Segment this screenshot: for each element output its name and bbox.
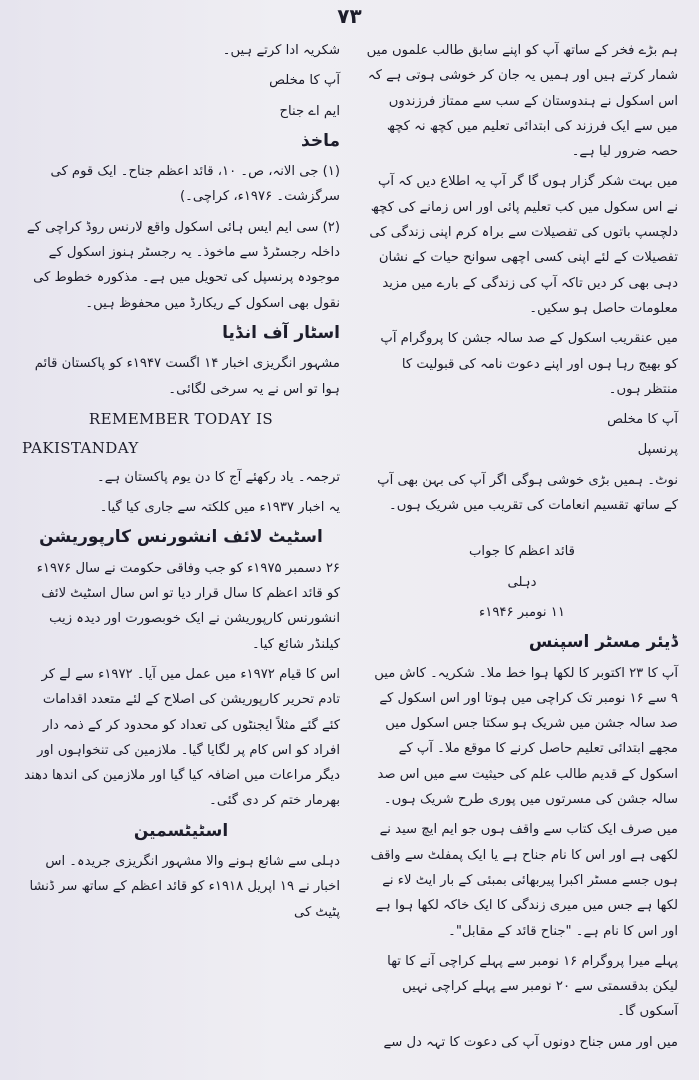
english-line-1: REMEMBER TODAY IS bbox=[88, 409, 274, 428]
reply-salutation: ڈیئر مسٹر اسپنس bbox=[528, 632, 678, 653]
slic-paragraph-1: ۲۶ دسمبر ۱۹۷۵ء کو جب وفاقی حکومت نے سال ۱۹۷۶ء کو قائد اعظم کا سال قرار دیا تو اس سال اسٹیٹ لائف انشورنس کارپوریشن نے ایک خوبصورت اور دیدہ زیب کیلنڈر شائع کیا۔ bbox=[36, 560, 340, 652]
reply-date: ۱۱ نومبر ۱۹۴۶ء bbox=[479, 604, 565, 620]
closing-line: آپ کا مخلص bbox=[607, 412, 678, 428]
english-line-2: PAKISTANDAY bbox=[22, 438, 139, 457]
thanks-line: شکریہ ادا کرتے ہیں۔ bbox=[222, 43, 340, 58]
slic-paragraph-2: اس کا قیام ۱۹۷۲ء میں عمل میں آیا۔ ۱۹۷۲ء سے لے کر تادم تحریر کارپوریشن کی اصلاح کے لئے متعدد اقدامات کئے گئے مثلاً ایجنٹوں کی تعداد کو محدود کر کے ذمہ دار افراد کو اس کام پر لگایا گیا۔ ملازمین کی تنخواہوں اور دیگر مراعات میں اضافہ کیا گیا اور ملازمین کی اندھا دھند بھرمار ختم کر دی گئی۔ bbox=[24, 666, 340, 809]
page-number: ۷۳ bbox=[337, 4, 362, 28]
right-column bbox=[366, 38, 678, 1060]
reply-paragraph-4: میں اور مس جناح دونوں آپ کی دعوت کا تہہ دل سے bbox=[383, 1034, 678, 1050]
star-note: یہ اخبار ۱۹۳۷ء میں کلکتہ سے جاری کیا گیا۔ bbox=[99, 500, 340, 516]
left-column bbox=[22, 38, 340, 930]
star-heading: اسٹار آف انڈیا bbox=[222, 322, 340, 343]
reply-heading: قائد اعظم کا جواب bbox=[469, 544, 575, 560]
intro-paragraph: ہم بڑے فخر کے ساتھ آپ کو اپنے سابق طالب علموں میں شمار کرتے ہیں اور ہمیں یہ جان کر خوشی ہوتی ہے کہ اس اسکول نے ہندوستان کے سب سے ممتاز فرزندوں میں سے ایک فرزند کی ابتدائی تعلیم میں کچھ نہ کچھ حصہ ضرور لیا ہے۔ bbox=[366, 43, 678, 160]
reply-paragraph-3: پہلے میرا پروگرام ۱۶ نومبر سے پہلے کراچی آنے کا تھا لیکن بدقسمتی سے ۲۰ نومبر سے پہلے کراچی نہیں آسکوں گا۔ bbox=[387, 953, 678, 1020]
closing-line-left: آپ کا مخلص bbox=[269, 73, 340, 89]
source-1: (۱) جی الانہ، ص۔ ۱۰، قائد اعظم جناح۔ ایک قوم کی سرگزشت۔ ۱۹۷۶ء، کراچی۔) bbox=[50, 164, 340, 205]
statesman-heading: اسٹیٹسمین bbox=[133, 820, 229, 841]
translation: ترجمہ۔ یاد رکھئے آج کا دن یوم پاکستان ہے۔ bbox=[97, 469, 340, 485]
reply-paragraph-1: آپ کا ۲۳ اکتوبر کا لکھا ہوا خط ملا۔ شکریہ۔ کاش میں ۹ سے ۱۶ نومبر تک کراچی میں ہوتا اور اس اسکول کے صد سالہ جشن میں شریک ہو سکتا جس اسکول میں مجھے ابتدائی تعلیم حاصل کرنے کا موقع ملا۔ آپ کے اسکول کے قدیم طالب علم کی حیثیت سے میں اس صد سالہ جشن کی مسرتوں میں پوری طرح شریک ہوں۔ bbox=[374, 665, 678, 808]
star-paragraph: مشہور انگریزی اخبار ۱۴ اگست ۱۹۴۷ء کو پاکستان قائم ہوا تو اس نے یہ سرخی لگائی۔ bbox=[34, 356, 340, 397]
invitation-paragraph: میں عنقریب اسکول کے صد سالہ جشن کا پروگرام آپ کو بھیج رہا ہوں اور اپنے دعوت نامہ کی قبولیت کا منتظر ہوں۔ bbox=[380, 331, 678, 397]
note-paragraph: نوٹ۔ ہمیں بڑی خوشی ہوگی اگر آپ کی بہن بھی آپ کے ساتھ تقسیم انعامات کی تقریب میں شریک ہوں۔ bbox=[377, 472, 678, 514]
source-2: (۲) سی ایم ایس ہائی اسکول واقع لارنس روڈ کراچی کے داخلہ رجسٹرڈ سے ماخوذ۔ یہ رجسٹر ہنوز اسکول کے موجودہ پرنسپل کی تحویل میں ہے۔ مذکورہ خطوط کی نقول بھی اسکول کے ریکارڈ میں محفوظ ہیں۔ bbox=[26, 219, 340, 311]
closing-signature: پرنسپل bbox=[637, 442, 678, 458]
slic-heading: اسٹیٹ لائف انشورنس کارپوریشن bbox=[39, 527, 323, 548]
spacer bbox=[366, 523, 678, 539]
closing-signature-left: ایم اے جناح bbox=[279, 103, 340, 119]
request-paragraph: میں بہت شکر گزار ہوں گا گر آپ یہ اطلاع دیں کہ آپ نے اس سکول میں کب تعلیم پائی اور اس زمانے کی کچھ دلچسپ باتوں کی تفصیلات سے براہ کرم اپنی زندگی کی تفصیلات کے لئے اپنی کسی اچھی سوانح حیات کے نشان دہی بھی کر دیں تاکہ آپ کی زندگی کے بارے میں مزید معلومات حاصل ہو سکیں۔ bbox=[369, 174, 678, 316]
reply-place: دہلی bbox=[507, 574, 537, 590]
statesman-paragraph: دہلی سے شائع ہونے والا مشہور انگریزی جریدہ۔ اس اخبار نے ۱۹ اپریل ۱۹۱۸ء کو قائد اعظم کے ساتھ سر ڈنشا پٹیٹ کی bbox=[29, 854, 340, 920]
reply-paragraph-2: میں صرف ایک کتاب سے واقف ہوں جو ایم ایچ سید نے لکھی ہے اور اس کا نام جناح ہے یا ایک پمفلٹ سے واقف ہوں جسے مسٹر اکبرا پیربھائی بمبئی کے بار ایٹ لاء نے لکھا ہے جس میں میری زندگی کا ایک خاکہ لکھا ہوا ہے اور اس کا نام ہے۔ "جناح قائد کے مقابل"۔ bbox=[370, 822, 678, 939]
sources-heading: ماخذ bbox=[301, 130, 340, 151]
